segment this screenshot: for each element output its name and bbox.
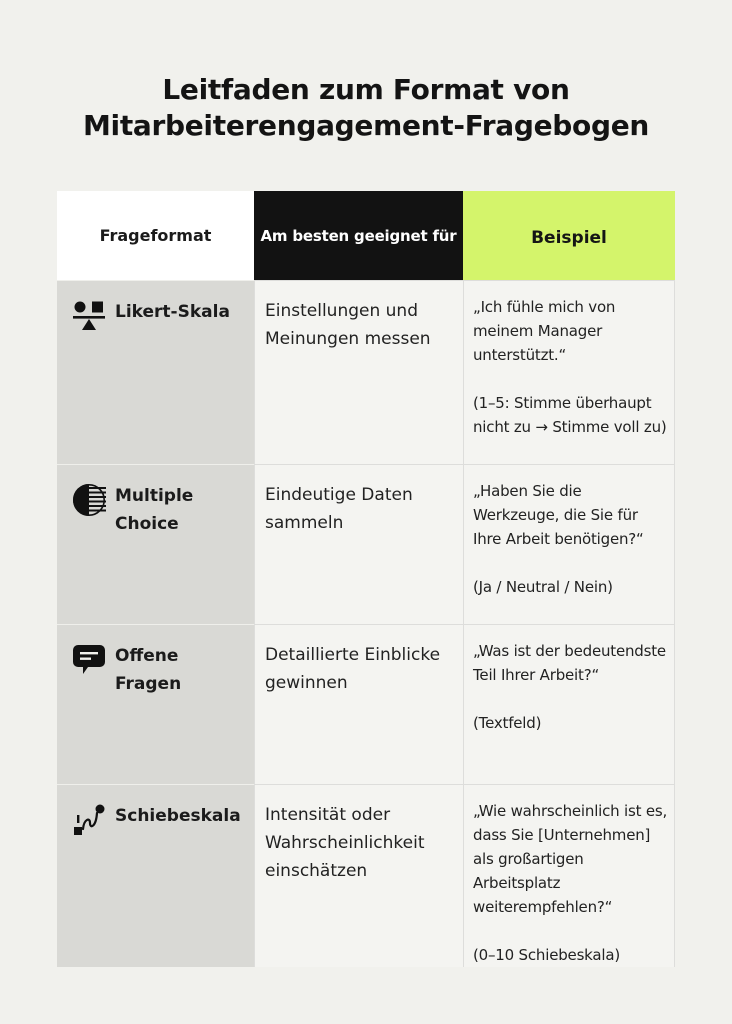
example-answer-format: (0–10 Schiebeskala) [473, 946, 621, 964]
use-cell: Einstellungen und Meinungen messen [254, 280, 463, 464]
header-example: Beispiel [463, 191, 675, 280]
format-label: Schiebeskala [115, 806, 241, 826]
header-use: Am besten geeignet für [254, 191, 463, 280]
half-striped-circle-icon [72, 483, 106, 517]
example-question: „Was ist der bedeutendste Teil Ihrer Arbeit?“ [473, 642, 666, 684]
example-answer-format: (Ja / Neutral / Nein) [473, 578, 613, 596]
example-answer-format: (Textfeld) [473, 714, 542, 732]
example-question: „Wie wahrscheinlich ist es, dass Sie [Unternehmen] als großartigen Arbeitsplatz weiterempfehlen?“ [473, 802, 668, 916]
example-cell [463, 280, 675, 464]
header-format: Frageformat [57, 191, 254, 280]
page-title [0, 72, 732, 144]
use-cell: Intensität oder Wahrscheinlichkeit einschätzen [254, 784, 463, 967]
title-line-1: Leitfaden zum Format von [162, 73, 570, 106]
format-cell-open-questions [57, 624, 254, 784]
format-label: Multiple Choice [115, 486, 194, 534]
speech-bubble-icon [72, 643, 106, 677]
example-cell [463, 784, 675, 967]
balance-shapes-icon [72, 299, 106, 333]
format-cell-likert [57, 280, 254, 464]
format-cell-slider [57, 784, 254, 967]
example-question: „Ich fühle mich von meinem Manager unterstützt.“ [473, 298, 616, 364]
slider-path-icon [72, 803, 106, 837]
format-label: Likert-Skala [115, 302, 230, 322]
format-guide-table [57, 191, 675, 967]
use-cell: Detaillierte Einblicke gewinnen [254, 624, 463, 784]
format-label: Offene Fragen [115, 646, 182, 694]
example-cell [463, 464, 675, 624]
title-line-2: Mitarbeiterengagement-Fragebogen [82, 109, 650, 142]
example-question: „Haben Sie die Werkzeuge, die Sie für Ihre Arbeit benötigen?“ [473, 482, 644, 548]
example-answer-format: (1–5: Stimme überhaupt nicht zu → Stimme voll zu) [473, 394, 667, 436]
example-cell [463, 624, 675, 784]
format-cell-multiple-choice [57, 464, 254, 624]
use-cell: Eindeutige Daten sammeln [254, 464, 463, 624]
